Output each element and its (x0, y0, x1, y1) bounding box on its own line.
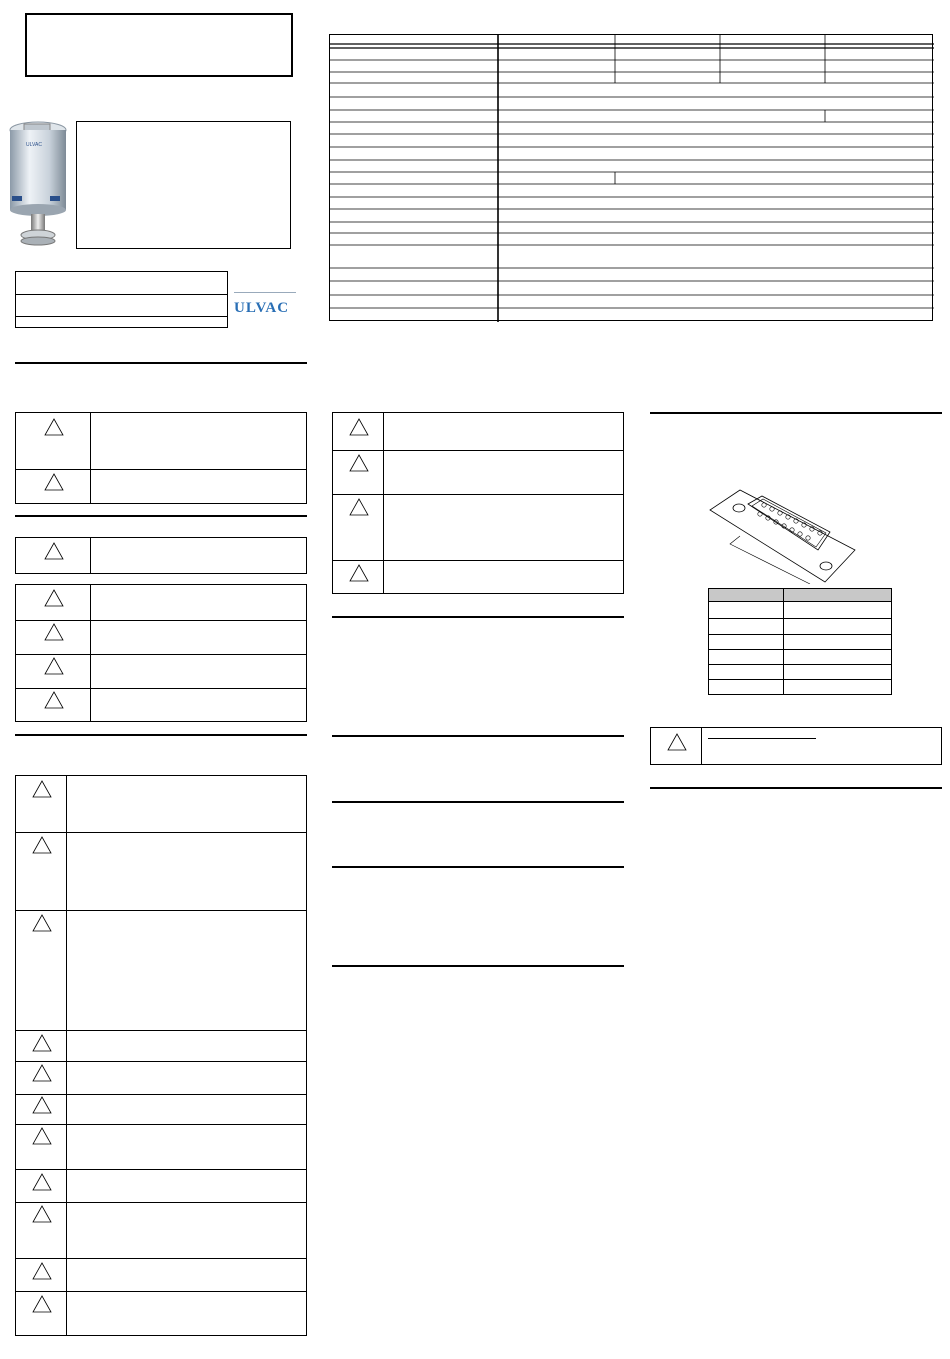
warning-triangle-icon (349, 454, 369, 474)
warning-block (332, 412, 624, 594)
warning-triangle-icon (32, 1127, 52, 1147)
warning-triangle-icon (349, 498, 369, 518)
warning-triangle-icon (32, 1064, 52, 1084)
product-label: ULVAC (26, 142, 42, 148)
warning-triangle-icon (667, 733, 687, 753)
warning-triangle-icon (349, 418, 369, 438)
warning-triangle-icon (32, 1295, 52, 1315)
description-box (76, 121, 291, 249)
section-divider (650, 412, 942, 414)
warning-triangle-icon (32, 1205, 52, 1225)
warning-triangle-icon (349, 564, 369, 584)
pin-assignment-table (708, 588, 892, 695)
warning-triangle-icon (44, 623, 64, 643)
product-image (4, 118, 68, 246)
warning-triangle-icon (44, 657, 64, 677)
section-divider (332, 965, 624, 967)
warning-triangle-icon (44, 473, 64, 493)
spec-table (329, 34, 933, 321)
d-sub-connector-drawing (700, 488, 860, 584)
warning-triangle-icon (32, 914, 52, 934)
section-divider (15, 734, 307, 736)
warning-block (15, 775, 307, 1336)
warning-triangle-icon (44, 418, 64, 438)
warning-triangle-icon (32, 1034, 52, 1054)
warning-triangle-icon (32, 836, 52, 856)
ulvac-logo (232, 290, 298, 320)
section-divider (332, 866, 624, 868)
warning-triangle-icon (32, 1262, 52, 1282)
section-divider (15, 362, 307, 364)
warning-triangle-icon (32, 780, 52, 800)
section-divider (650, 787, 942, 789)
model-info-table (15, 271, 228, 328)
warning-triangle-icon (44, 691, 64, 711)
section-divider (332, 616, 624, 618)
warning-block (650, 727, 942, 765)
warning-triangle-icon (44, 542, 64, 562)
warning-triangle-icon (44, 589, 64, 609)
logo-text: ULVAC (234, 300, 290, 316)
section-divider (332, 735, 624, 737)
title-box (25, 13, 293, 77)
warning-triangle-icon (32, 1096, 52, 1116)
section-divider (15, 515, 307, 517)
warning-triangle-icon (32, 1173, 52, 1193)
section-divider (332, 801, 624, 803)
